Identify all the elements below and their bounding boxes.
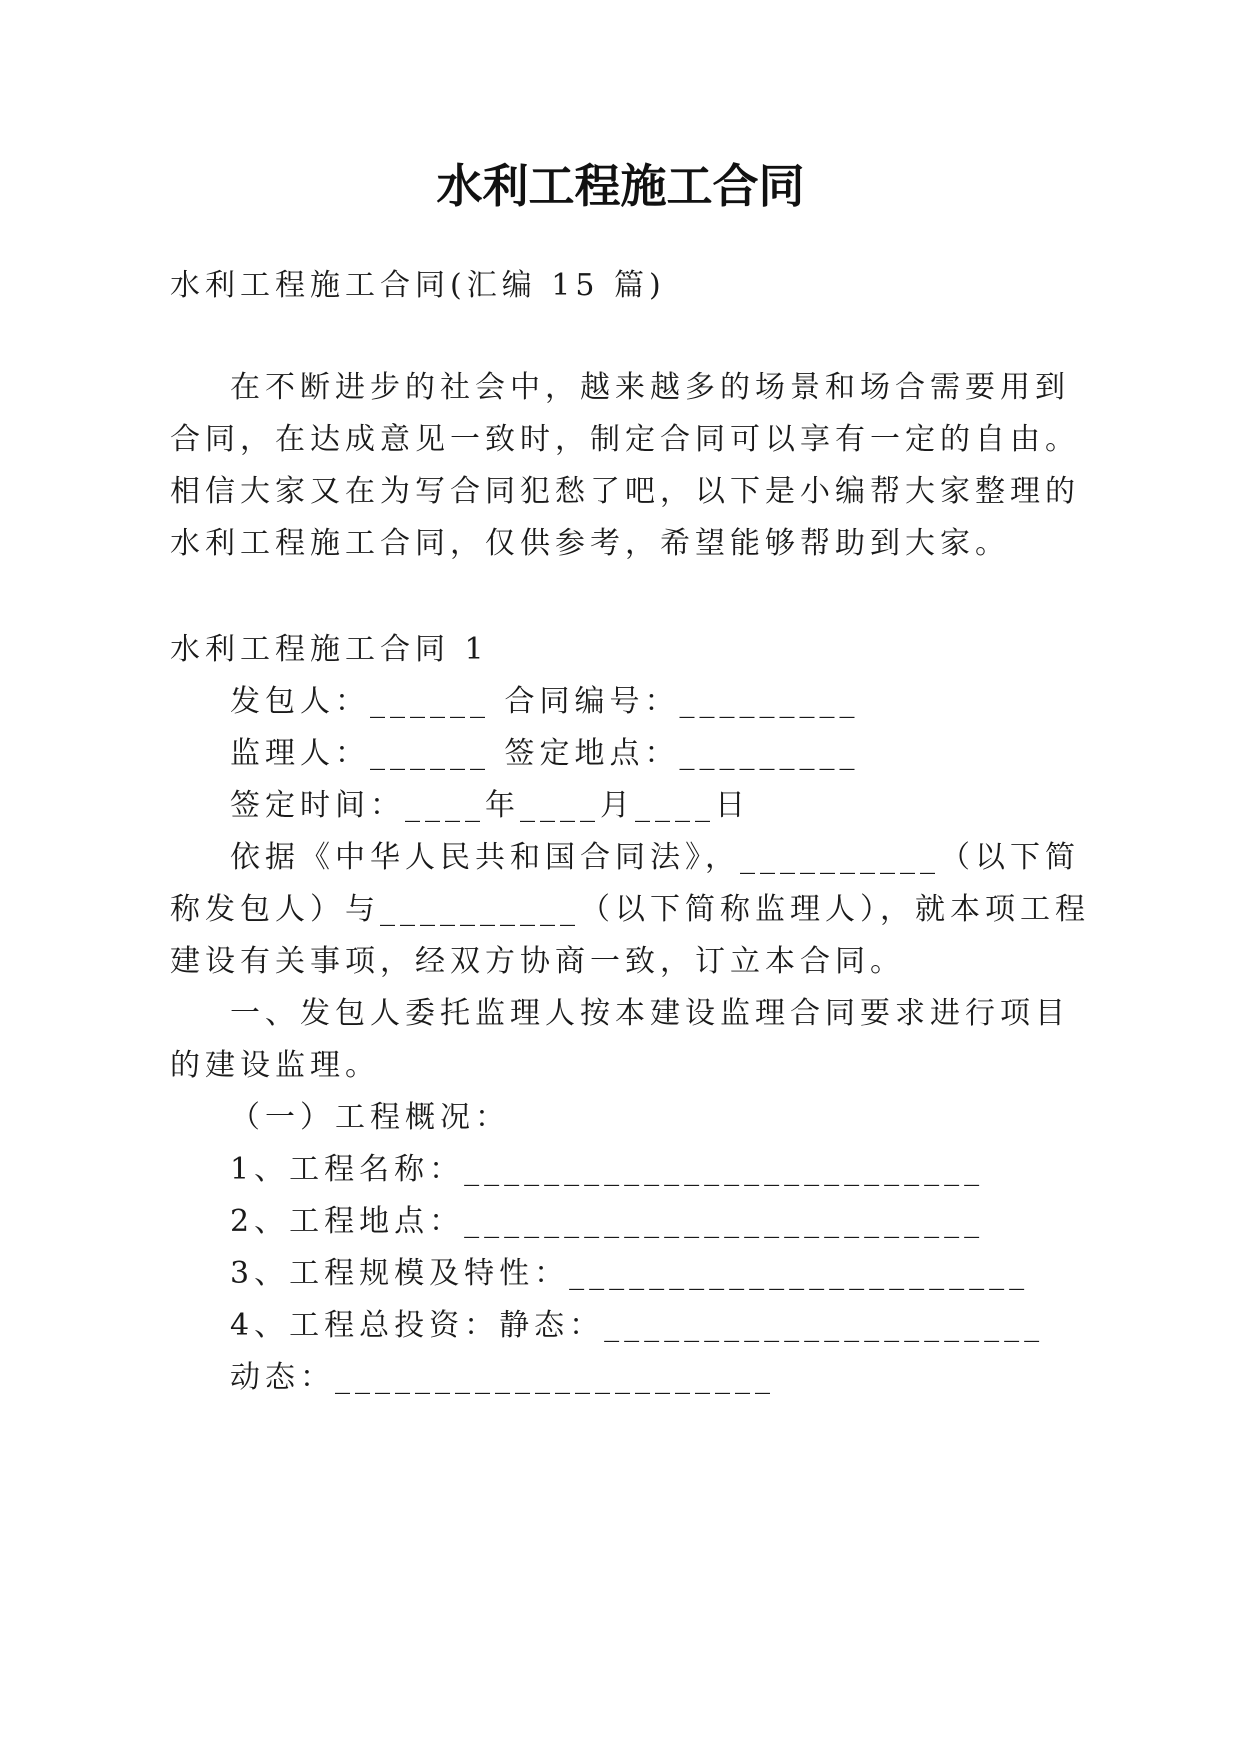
intro-paragraph-line: 合同，在达成意见一致时，制定合同可以享有一定的自由。 [170,422,1080,457]
contract-line: 3、工程规模及特性：_______________________ [230,1256,1030,1291]
contract-line: 2、工程地点：__________________________ [230,1204,985,1239]
document-title: 水利工程施工合同 [436,159,805,213]
intro-paragraph-line: 在不断进步的社会中，越来越多的场景和场合需要用到 [230,370,1070,405]
contract-line: 依据《中华人民共和国合同法》，__________（以下简 [230,840,1080,875]
contract-line: 4、工程总投资：静态：______________________ [230,1308,1045,1343]
document-subtitle: 水利工程施工合同(汇编 15 篇) [170,268,666,303]
contract-line: 的建设监理。 [170,1048,380,1083]
section-heading: 水利工程施工合同 1 [170,632,489,667]
contract-line: 称发包人）与__________（以下简称监理人），就本项工程 [170,892,1090,927]
contract-line: 签定时间：____年____月____日 [230,788,750,823]
contract-line: 一、发包人委托监理人按本建设监理合同要求进行项目 [230,996,1070,1031]
contract-line: 发包人：______ 合同编号：_________ [230,684,860,719]
intro-paragraph-line: 相信大家又在为写合同犯愁了吧，以下是小编帮大家整理的 [170,474,1080,509]
contract-line: 动态：______________________ [230,1360,775,1395]
contract-line: 监理人：______ 签定地点：_________ [230,736,860,771]
contract-line: （一）工程概况： [230,1100,510,1135]
intro-paragraph-line: 水利工程施工合同，仅供参考，希望能够帮助到大家。 [170,526,1010,561]
contract-line: 1、工程名称：__________________________ [230,1152,985,1187]
contract-line: 建设有关事项，经双方协商一致，订立本合同。 [170,944,905,979]
